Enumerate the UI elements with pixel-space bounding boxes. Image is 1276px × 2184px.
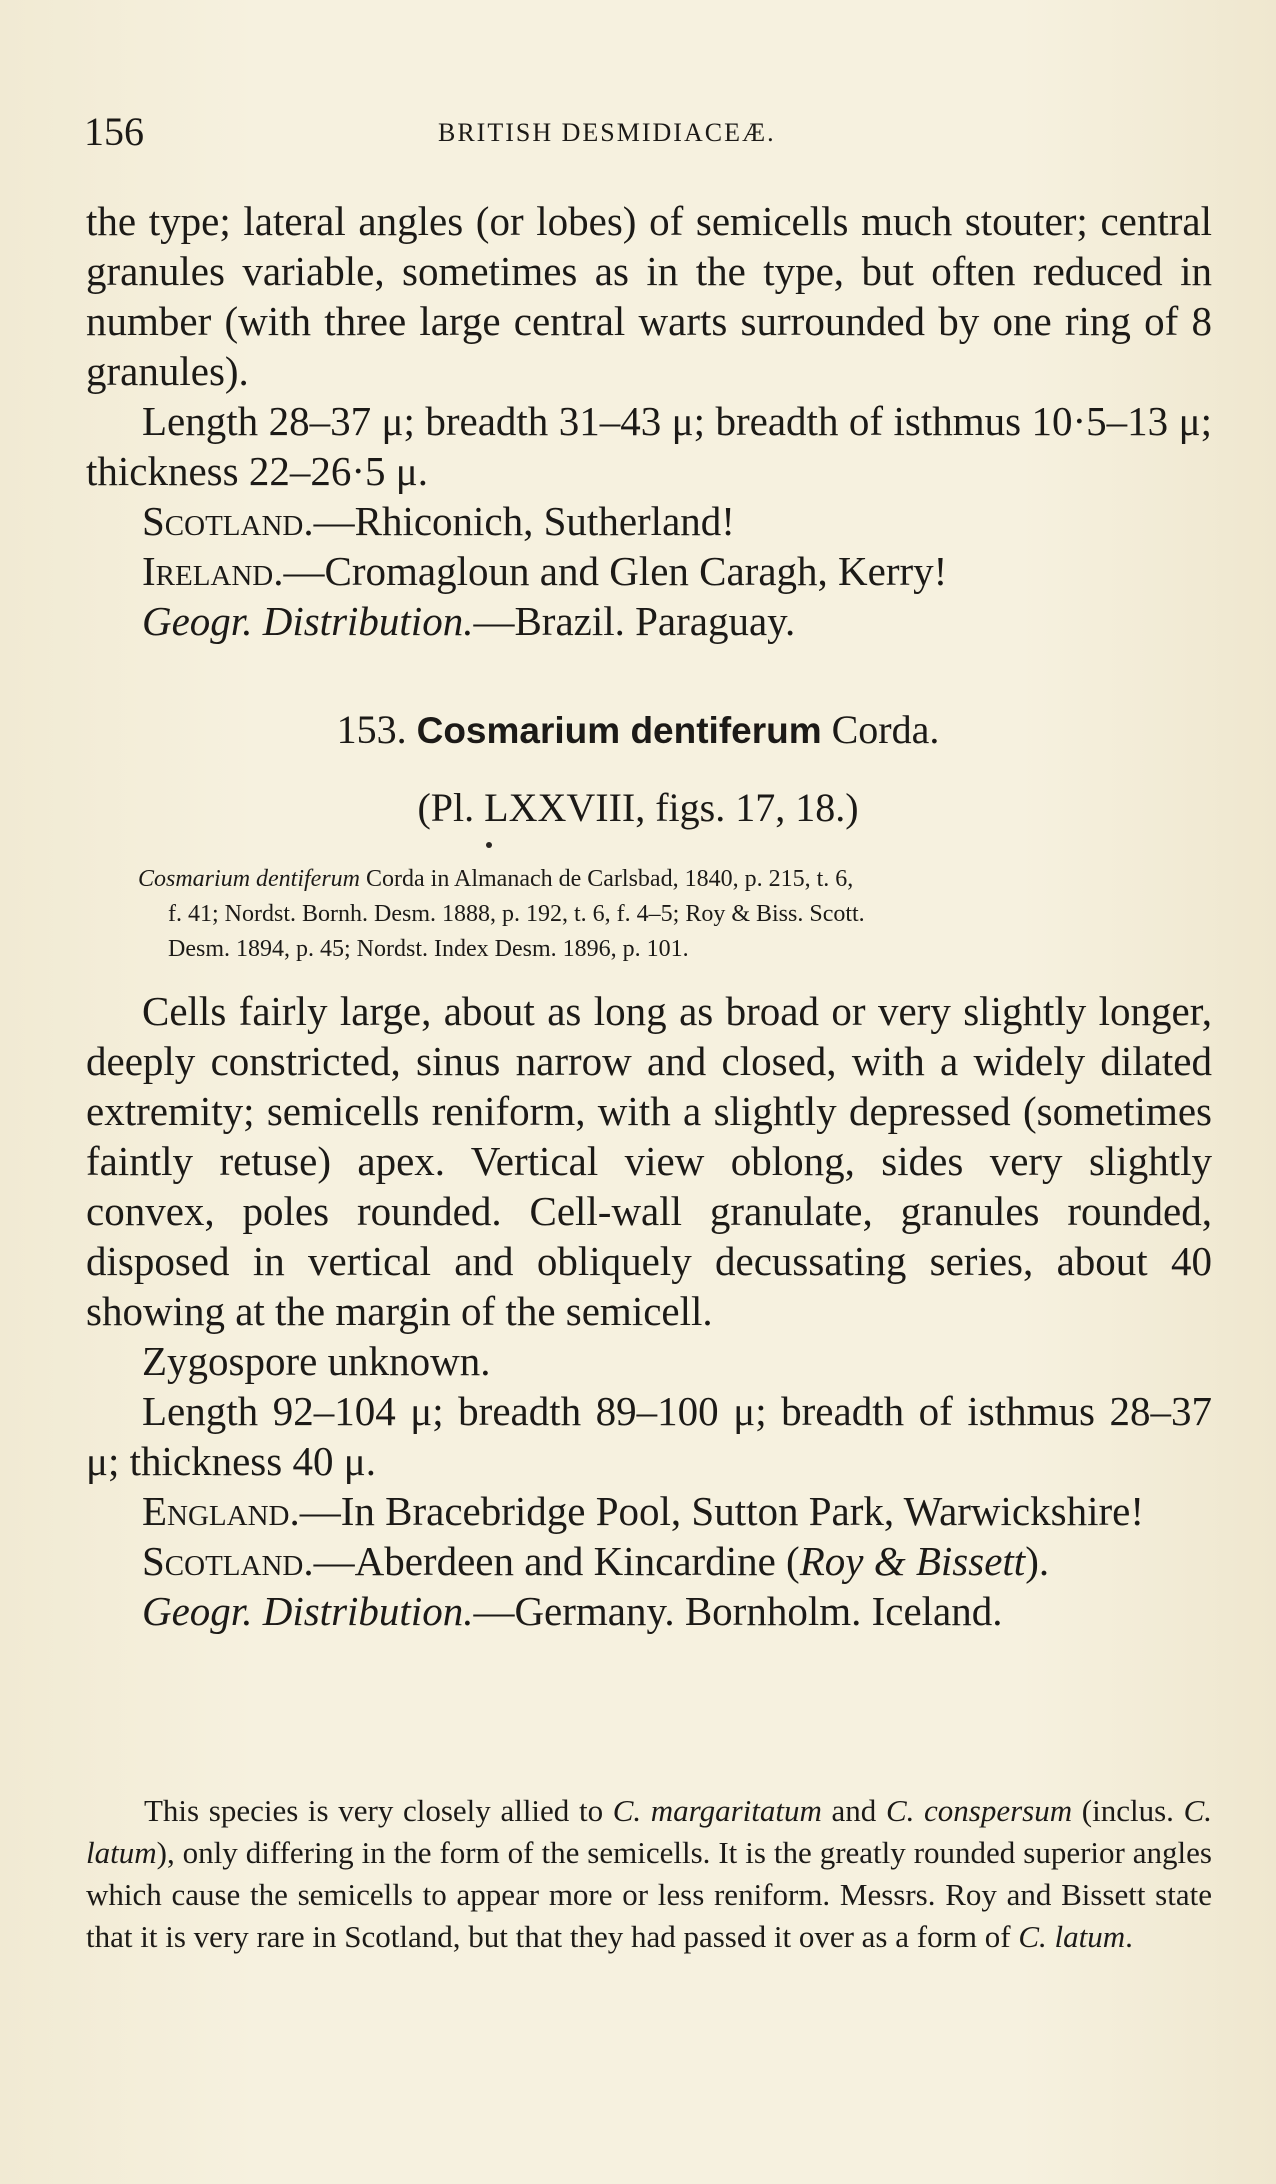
remarks-taxon-4: C. latum: [1018, 1919, 1126, 1954]
geographic-distribution: [86, 596, 1212, 646]
ornament-dot: [486, 842, 492, 848]
remarks-text-1: This species is very closely allied to: [144, 1793, 613, 1828]
ref-line-2: f. 41; Nordst. Bornh. Desm. 1888, p. 192, t. 6, f. 4–5; Roy & Biss. Scott.: [168, 901, 865, 927]
ref-species-name: Cosmarium dentiferum: [138, 866, 360, 892]
england-text: —In Bracebridge Pool, Sutton Park, Warwickshire!: [299, 1488, 1144, 1534]
continued-description: the type; lateral angles (or lobes) of semicells much stouter; central granules variable, sometimes as in the type, but often reduced in number (with three large central warts surrounded by one ring of 8 granules).: [86, 198, 1212, 394]
england-label: England.: [142, 1488, 300, 1534]
scotland-locality-2: [86, 1536, 1212, 1586]
continued-measurements: Length 28–37 μ; breadth 31–43 μ; breadth of isthmus 10·5–13 μ; thickness 22–26·5 μ.: [86, 398, 1212, 494]
ireland-locality: [86, 546, 1212, 596]
remarks-text-5: .: [1125, 1919, 1133, 1954]
species-heading: [0, 706, 1276, 753]
geogr-text: —Brazil. Paraguay.: [473, 598, 796, 644]
plate-reference: (Pl. LXXVIII, figs. 17, 18.): [417, 785, 859, 830]
measurements: Length 92–104 μ; breadth 89–100 μ; breadth of isthmus 28–37 μ; thickness 40 μ.: [86, 1388, 1212, 1484]
remarks-block: [86, 1790, 1212, 1958]
species-description-block: [86, 986, 1212, 1636]
scotland-text-2: —Aberdeen and Kincardine (: [313, 1538, 800, 1584]
scotland-close: ).: [1025, 1538, 1050, 1584]
remarks-paragraph: [86, 1790, 1212, 1958]
geographic-distribution-2: [86, 1586, 1212, 1636]
remarks-taxon-2: C. conspersum: [885, 1793, 1073, 1828]
remarks-text-2: and: [821, 1793, 886, 1828]
remarks-text-3: (inclus.: [1072, 1793, 1184, 1828]
ireland-label: Ireland.: [142, 548, 284, 594]
geogr-label: Geogr. Distribution.: [142, 598, 474, 644]
scotland-label: Scotland.: [142, 498, 314, 544]
synonymy-references: [138, 862, 1218, 967]
running-title: BRITISH DESMIDIACEÆ.: [438, 118, 776, 147]
ireland-text: —Cromagloun and Glen Caragh, Kerry!: [283, 548, 948, 594]
zygospore-note: Zygospore unknown.: [142, 1338, 491, 1384]
england-locality: [86, 1486, 1212, 1536]
remarks-taxon-3: C. latum: [86, 1793, 1212, 1870]
scotland-locality: [86, 496, 1212, 546]
species-author: Corda.: [831, 707, 940, 752]
scotland-text: —Rhiconich, Sutherland!: [313, 498, 735, 544]
page-number: 156: [84, 109, 144, 154]
ref-line-1: Corda in Almanach de Carlsbad, 1840, p. 215, t. 6,: [366, 866, 854, 892]
geogr-label-2: Geogr. Distribution.: [142, 1588, 474, 1634]
scotland-collectors: Roy & Bissett: [799, 1538, 1026, 1584]
species-name: Cosmarium dentiferum: [416, 710, 822, 751]
species-number: 153.: [336, 707, 407, 752]
remarks-taxon-1: C. margaritatum: [612, 1793, 822, 1828]
page-header: [84, 108, 1214, 158]
geogr-text-2: —Germany. Bornholm. Iceland.: [473, 1588, 1003, 1634]
remarks-text-4: ), only differing in the form of the semicells. It is the greatly rounded superior angles which cause the semicells to appear more or less reniform. Messrs. Roy and Bissett state that it is very rare in Scotland, but that they had passed it over as a form of: [86, 1835, 1212, 1954]
description-paragraph: Cells fairly large, about as long as broad or very slightly longer, deeply constricted, sinus narrow and closed, with a widely dilated extremity; semicells reniform, with a slightly depressed (sometimes faintly retuse) apex. Vertical view oblong, sides very slightly convex, poles rounded. Cell-wall granulate, granules rounded, disposed in vertical and obliquely decussating series, about 40 showing at the margin of the semicell.: [86, 988, 1212, 1334]
continued-species-block: [86, 196, 1212, 646]
scotland-label-2: Scotland.: [142, 1538, 314, 1584]
ref-line-3: Desm. 1894, p. 45; Nordst. Index Desm. 1896, p. 101.: [168, 936, 689, 962]
